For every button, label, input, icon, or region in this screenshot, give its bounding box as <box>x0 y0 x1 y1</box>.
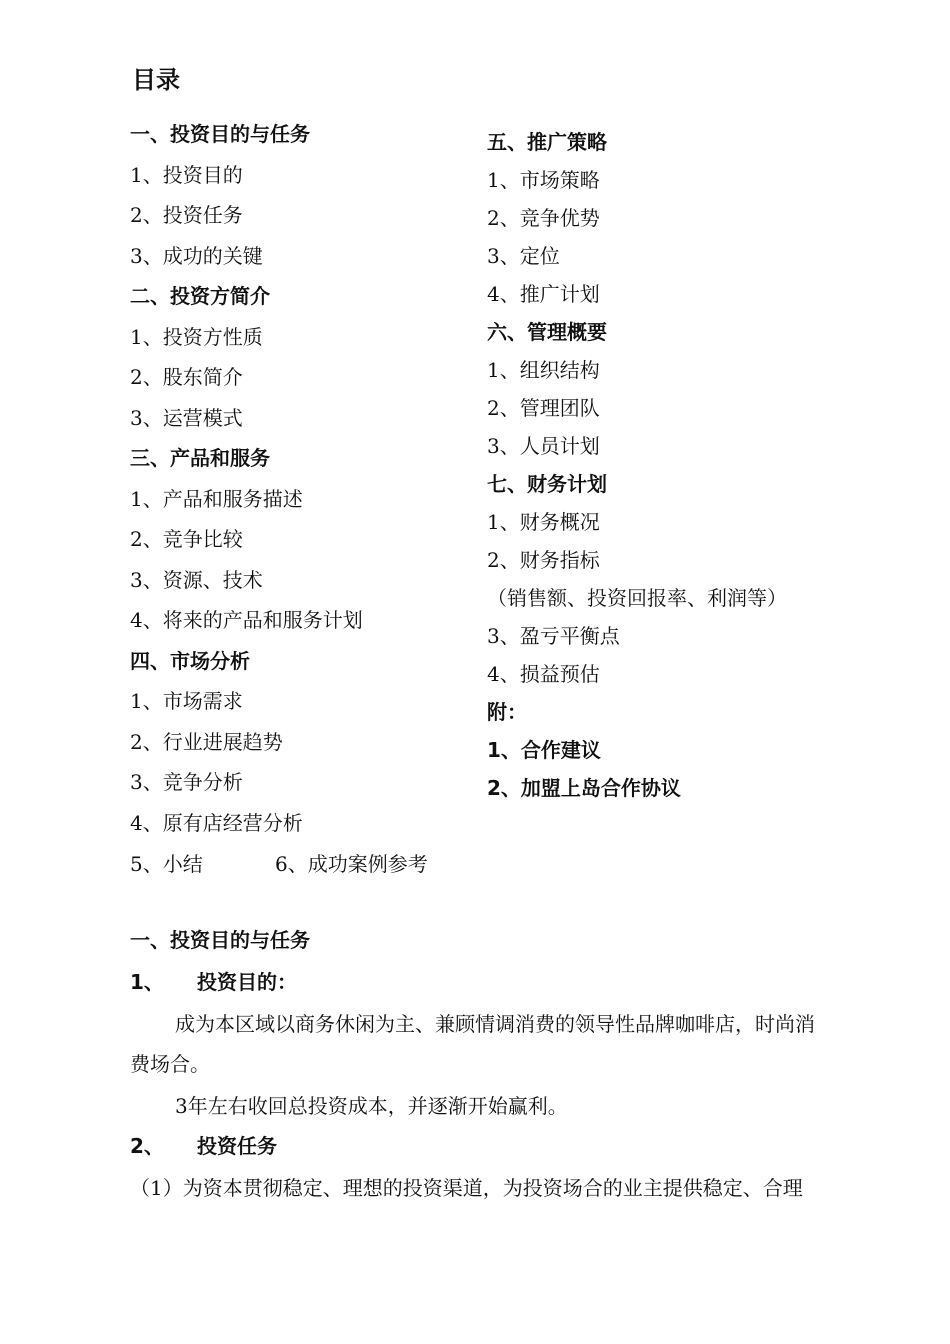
toc-item: 1、投资方性质 <box>130 324 263 349</box>
toc-item: 2、股东简介 <box>130 365 243 389</box>
toc-item: 1、财务概况 <box>487 510 600 534</box>
toc-item-summary: 5、小结 <box>130 852 203 876</box>
toc-section-heading: 附： <box>487 700 527 724</box>
toc-section-heading: 五、推广策略 <box>487 130 607 154</box>
toc-item: 3、资源、技术 <box>130 567 263 592</box>
toc-section-heading: 1、合作建议 <box>487 738 601 762</box>
toc-item: 4、推广计划 <box>487 282 600 306</box>
toc-item: 2、管理团队 <box>487 396 600 420</box>
toc-section-heading: 六、管理概要 <box>487 320 607 344</box>
toc-section-heading: 三、产品和服务 <box>130 446 270 470</box>
item-title: 投资任务 <box>197 1134 277 1158</box>
toc-item: 3、盈亏平衡点 <box>487 624 620 648</box>
toc-item: 4、损益预估 <box>487 662 600 686</box>
toc-section-heading: 四、市场分析 <box>130 648 250 673</box>
toc-item: 2、行业进展趋势 <box>130 729 283 754</box>
toc-item: 1、组织结构 <box>487 358 600 382</box>
item-number: 2、 <box>130 1134 164 1158</box>
item-number: 1、 <box>130 970 164 994</box>
toc-item: 3、竞争分析 <box>130 770 243 794</box>
toc-title: 目录 <box>132 66 180 94</box>
toc-item-case-studies: 6、成功案例参考 <box>275 852 428 876</box>
toc-item: 1、市场策略 <box>487 168 600 192</box>
toc-section-heading: 一、投资目的与任务 <box>130 122 310 146</box>
toc-section-heading: 2、加盟上岛合作协议 <box>487 776 681 800</box>
section-heading: 一、投资目的与任务 <box>130 928 310 952</box>
toc-section-heading: 七、财务计划 <box>487 472 607 496</box>
toc-item: 2、竞争比较 <box>130 527 243 551</box>
paragraph: 3年左右收回总投资成本，并逐渐开始赢利。 <box>175 1094 568 1118</box>
toc-item: 1、投资目的 <box>130 162 243 187</box>
toc-item: 2、竞争优势 <box>487 206 600 230</box>
paragraph-line: 费场合。 <box>130 1052 210 1076</box>
toc-item: 1、市场需求 <box>130 689 243 713</box>
toc-item: 3、运营模式 <box>130 405 243 430</box>
toc-item: 3、定位 <box>487 244 560 268</box>
toc-section-heading: 二、投资方简介 <box>130 284 270 308</box>
toc-item: （销售额、投资回报率、利润等） <box>487 586 787 610</box>
toc-item: 4、原有店经营分析 <box>130 810 303 835</box>
toc-item: 2、财务指标 <box>487 548 600 572</box>
item-title: 投资目的： <box>197 970 297 994</box>
toc-item: 3、人员计划 <box>487 434 600 458</box>
toc-item: 3、成功的关键 <box>130 243 263 268</box>
toc-item: 2、投资任务 <box>130 203 243 227</box>
paragraph-line: （1）为资本贯彻稳定、理想的投资渠道，为投资场合的业主提供稳定、合理 <box>130 1176 803 1200</box>
paragraph-line: 成为本区域以商务休闲为主、兼顾情调消费的领导性品牌咖啡店，时尚消 <box>175 1012 815 1036</box>
toc-item: 4、将来的产品和服务计划 <box>130 608 363 632</box>
toc-item: 1、产品和服务描述 <box>130 486 303 511</box>
